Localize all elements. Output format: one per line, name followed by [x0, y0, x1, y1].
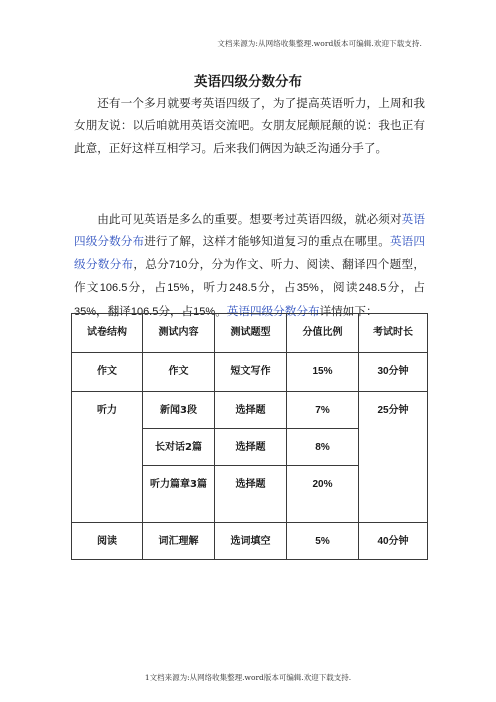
- content-cell: 作文: [143, 353, 215, 392]
- pct-cell: 5%: [287, 523, 359, 560]
- table-header-row: [72, 314, 428, 353]
- header-cell: 试卷结构: [72, 314, 143, 353]
- cet4-score-link[interactable]: 英语四级分数分布: [226, 303, 320, 318]
- content-cell: 新闻3段: [143, 392, 215, 429]
- header-note: 文档来源为:从网络收集整理.word版本可编辑.欢迎下载支持.: [217, 39, 422, 48]
- time-cell: 25分钟: [359, 392, 428, 523]
- header-cell: 测试题型: [215, 314, 287, 353]
- time-cell: 40分钟: [359, 523, 428, 560]
- score-distribution-table: [71, 313, 428, 560]
- type-cell: 短文写作: [215, 353, 287, 392]
- section-cell: 作文: [72, 353, 143, 392]
- type-cell: 选择题: [215, 466, 287, 523]
- table-row: [72, 353, 428, 392]
- header-cell: 考试时长: [359, 314, 428, 353]
- header-cell: 分值比例: [287, 314, 359, 353]
- pct-cell: 8%: [287, 429, 359, 466]
- type-cell: 选择题: [215, 429, 287, 466]
- pct-cell: 7%: [287, 392, 359, 429]
- table-row: [72, 392, 428, 429]
- pct-cell: 20%: [287, 466, 359, 523]
- document-title: 英语四级分数分布: [194, 74, 302, 90]
- pct-cell: 15%: [287, 353, 359, 392]
- type-cell: 选词填空: [215, 523, 287, 560]
- cet4-score-link[interactable]: 英语四级分数分布: [74, 234, 425, 271]
- type-cell: 选择题: [215, 392, 287, 429]
- content-cell: 听力篇章3篇: [143, 466, 215, 523]
- time-cell: 30分钟: [359, 353, 428, 392]
- header-cell: 测试内容: [143, 314, 215, 353]
- body-paragraph: 由此可见英语是多么的重要。想要考过英语四级，就必须对英语四级分数分布进行了解，这样才能够知道复习的重点在哪里。英语四级分数分布，总分710分，分为作文、听力、阅读、翻译四个题型，作文106.5分，占15%，听力248.5分，占35%，阅读248.5分，占35%，翻译106.5分，占15%。英语四级分数分布详情如下：: [74, 212, 425, 318]
- footer-note: 1文档来源为:从网络收集整理.word版本可编辑.欢迎下载支持.: [144, 673, 352, 682]
- section-cell: 听力: [72, 392, 143, 523]
- content-cell: 词汇理解: [143, 523, 215, 560]
- content-cell: 长对话2篇: [143, 429, 215, 466]
- section-cell: 阅读: [72, 523, 143, 560]
- intro-paragraph: 还有一个多月就要考英语四级了，为了提高英语听力，上周和我女朋友说：以后咱就用英语交流吧。女朋友屁颠屁颠的说：我也正有此意，正好这样互相学习。后来我们俩因为缺乏沟通分手了。: [74, 96, 425, 155]
- cet4-score-link[interactable]: 英语四级分数分布: [74, 212, 425, 249]
